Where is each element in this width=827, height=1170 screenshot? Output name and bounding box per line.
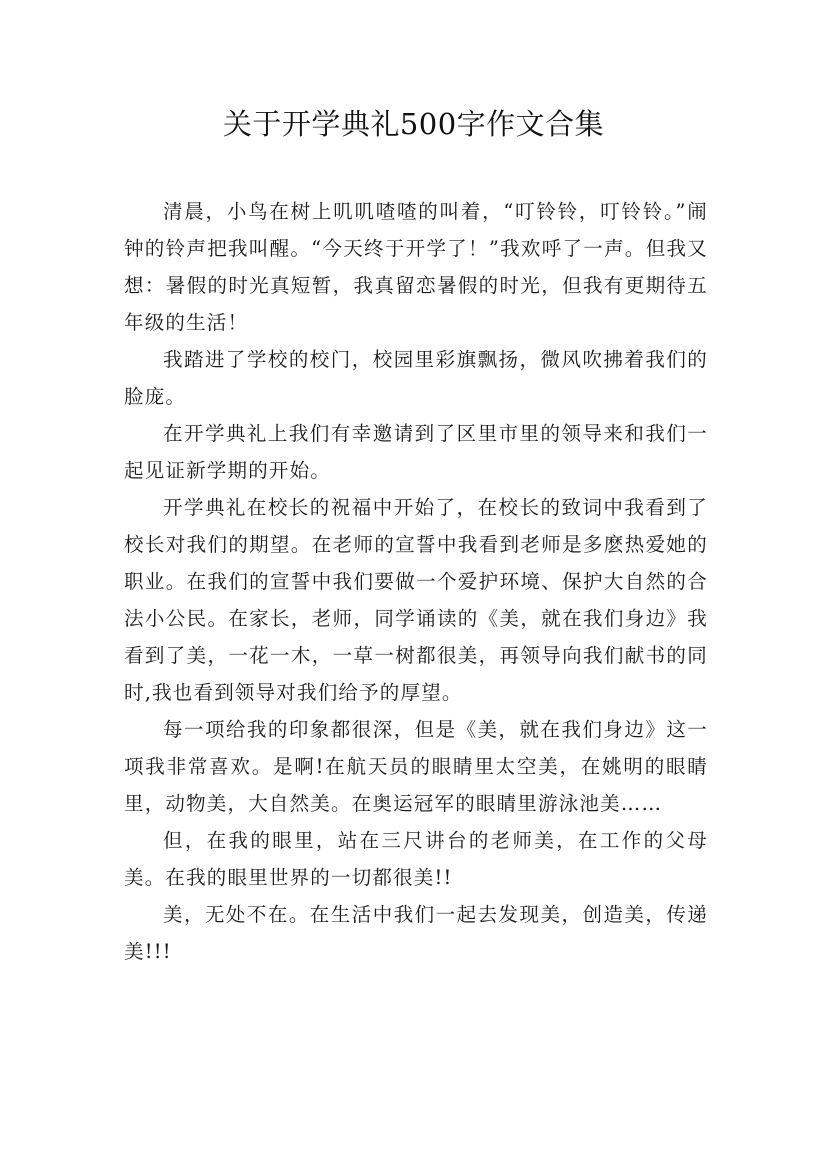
paragraph-3: 在开学典礼上我们有幸邀请到了区里市里的领导来和我们一起见证新学期的开始。 xyxy=(124,422,708,482)
paragraph-5: 每一项给我的印象都很深，但是《美，就在我们身边》这一项我非常喜欢。是啊!在航天员的眼睛里太空美，在姚明的眼睛里，动物美，大自然美。在奥运冠军的眼睛里游泳池美…… xyxy=(124,718,708,815)
paragraph-2: 我踏进了学校的校门，校园里彩旗飘扬，微风吹拂着我们的脸庞。 xyxy=(124,348,708,408)
document-title: 关于开学典礼500字作文合集 xyxy=(222,107,605,141)
paragraph-1: 清晨，小鸟在树上叽叽喳喳的叫着，“叮铃铃，叮铃铃。”闹钟的铃声把我叫醒。“今天终于开学了！”我欢呼了一声。但我又想：暑假的时光真短暂，我真留恋暑假的时光，但我有更期待五年级的生活！ xyxy=(124,200,708,334)
document-body xyxy=(124,193,708,970)
paragraph-7: 美，无处不在。在生活中我们一起去发现美，创造美，传递美!!! xyxy=(124,903,708,963)
paragraph-6: 但，在我的眼里，站在三尺讲台的老师美，在工作的父母美。在我的眼里世界的一切都很美!! xyxy=(124,829,708,889)
paragraph-4: 开学典礼在校长的祝福中开始了，在校长的致词中我看到了校长对我们的期望。在老师的宣誓中我看到老师是多麽热爱她的职业。在我们的宣誓中我们要做一个爱护环境、保护大自然的合法小公民。在家长，老师，同学诵读的《美，就在我们身边》我看到了美，一花一木，一草一树都很美，再领导向我们献书的同时,我也看到领导对我们给予的厚望。 xyxy=(124,496,708,704)
